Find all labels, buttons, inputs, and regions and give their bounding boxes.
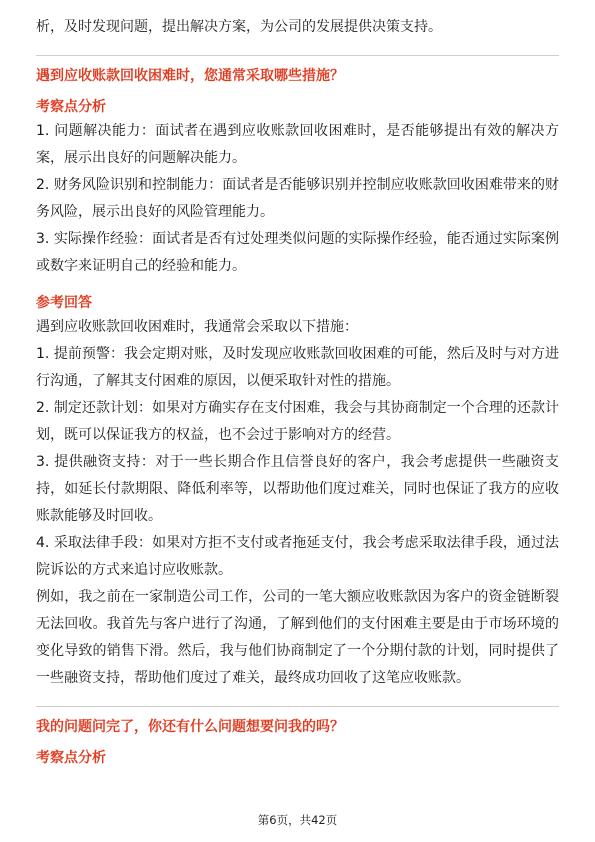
answer-item: 1. 提前预警：我会定期对账，及时发现应收账款回收困难的可能，然后及时与对方进行沟通，了解其支付困难的原因，以便采取针对性的措施。 <box>36 346 559 389</box>
answer-intro: 遇到应收账款回收困难时，我通常会采取以下措施： <box>36 319 358 335</box>
answer-item: 3. 提供融资支持：对于一些长期合作且信誉良好的客户，我会考虑提供一些融资支持，如延长付款期限、降低利率等，以帮助他们度过难关，同时也保证了我方的应收账款能够及时回收。 <box>36 454 559 524</box>
answer-item: 2. 制定还款计划：如果对方确实存在支付困难，我会与其协商制定一个合理的还款计划，既可以保证我方的权益，也不会过于影响对方的经营。 <box>36 400 559 443</box>
section-divider <box>36 55 559 56</box>
document-page <box>36 0 559 769</box>
analysis-item: 1. 问题解决能力：面试者在遇到应收账款回收困难时，是否能够提出有效的解决方案，展示出良好的问题解决能力。 <box>36 123 559 166</box>
answer-heading: 参考回答 <box>36 295 92 311</box>
analysis-item: 2. 财务风险识别和控制能力：面试者是否能够识别并控制应收账款回收困难带来的财务风险，展示出良好的风险管理能力。 <box>36 177 559 220</box>
page-number: 第6页，共42页 <box>257 813 338 827</box>
analysis-item: 3. 实际操作经验：面试者是否有过处理类似问题的实际操作经验，能否通过实际案例或数字来证明自己的经验和能力。 <box>36 231 559 274</box>
question-2: 我的问题问完了，你还有什么问题想要问我的吗？ <box>36 719 344 735</box>
analysis-heading-1: 考察点分析 <box>36 99 106 115</box>
analysis-heading-2: 考察点分析 <box>36 750 106 766</box>
question-1: 遇到应收账款回收困难时，您通常采取哪些措施？ <box>36 68 344 84</box>
intro-tail-text: 析，及时发现问题，提出解决方案，为公司的发展提供决策支持。 <box>36 19 442 35</box>
answer-example: 例如，我之前在一家制造公司工作，公司的一笔大额应收账款因为客户的资金链断裂无法回收。我首先与客户进行了沟通，了解到他们的支付困难主要是由于市场环境的变化导致的销售下滑。然后，我与他们协商制定了一个分期付款的计划，同时提供了一些融资支持，帮助他们度过了难关，最终成功回收了这笔应收账款。 <box>36 589 559 686</box>
section-divider <box>36 706 559 707</box>
answer-item: 4. 采取法律手段：如果对方拒不支付或者拖延支付，我会考虑采取法律手段，通过法院诉讼的方式来追讨应收账款。 <box>36 535 559 578</box>
